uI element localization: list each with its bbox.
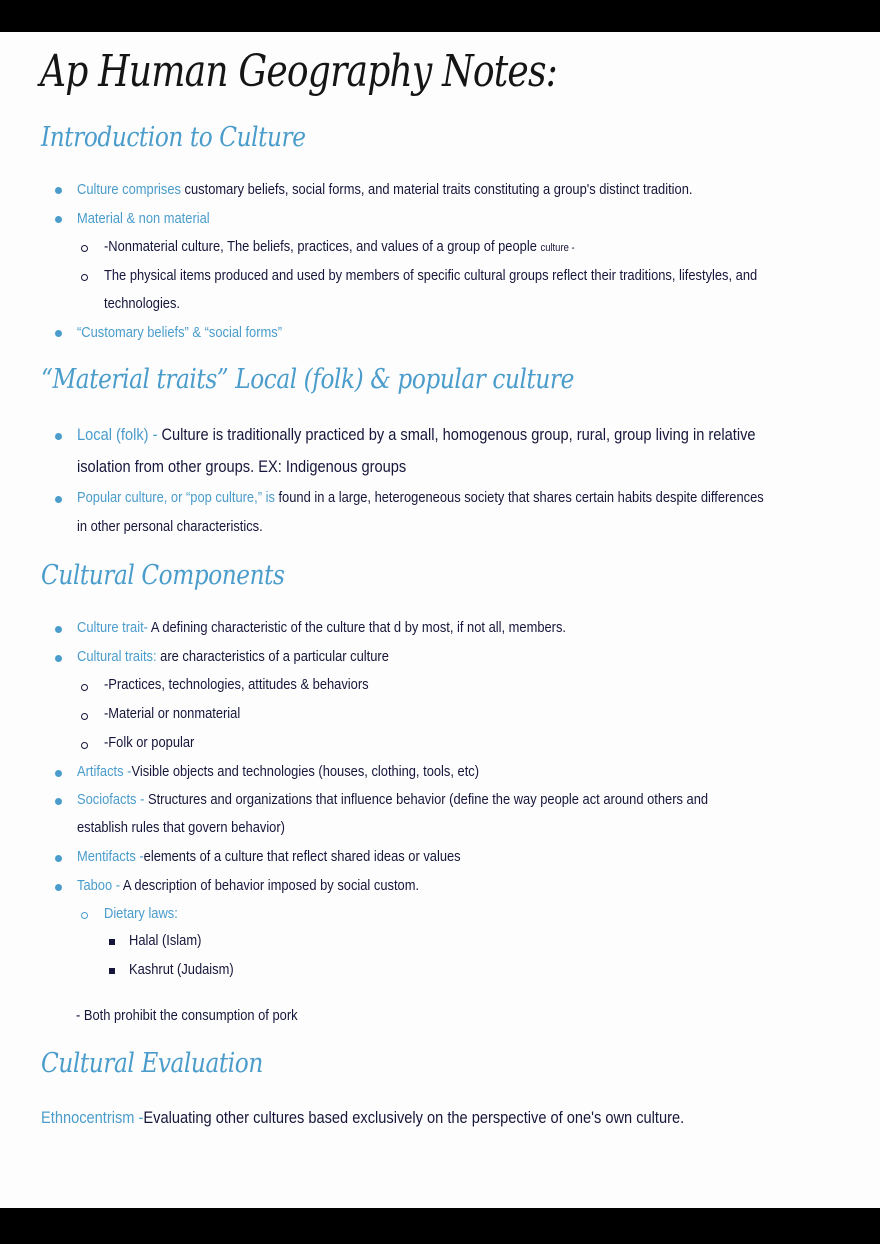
term: Artifacts - — [77, 763, 132, 780]
sub-bullet-icon — [81, 912, 88, 919]
bullet-icon — [55, 884, 62, 891]
term: Culture trait- — [77, 619, 148, 636]
sub-bullet-icon — [81, 713, 88, 720]
term: Local (folk) - — [77, 425, 162, 444]
list-item: Culture comprises customary beliefs, social forms, and material traits constituting a group's distinct tradition. — [77, 181, 693, 198]
bullet-icon — [55, 330, 62, 337]
term: Sociofacts - — [77, 791, 145, 808]
term: Ethnocentrism - — [41, 1108, 144, 1127]
square-bullet-icon — [109, 968, 115, 974]
bullet-icon — [55, 496, 62, 503]
term: Popular culture, or “pop culture,” is — [77, 489, 275, 506]
list-item-continuation: in other personal characteristics. — [77, 518, 263, 535]
term: “Customary beliefs” & “social forms” — [77, 324, 283, 341]
sub-bullet-icon — [81, 684, 88, 691]
bullet-icon — [55, 216, 62, 223]
term: Cultural traits: — [77, 648, 157, 665]
list-item-continuation: establish rules that govern behavior) — [77, 819, 285, 836]
bullet-icon — [55, 626, 62, 633]
list-item: Local (folk) - Culture is traditionally practiced by a small, homogenous group, rural, group living in relative — [77, 425, 756, 444]
notes-page — [0, 32, 880, 1208]
list-item-continuation: technologies. — [104, 295, 181, 312]
list-item: The physical items produced and used by members of specific cultural groups reflect their traditions, lifestyles, and — [104, 267, 758, 284]
bullet-icon — [55, 770, 62, 777]
square-bullet-icon — [109, 939, 115, 945]
list-item: Taboo - A description of behavior imposed by social custom. — [77, 877, 420, 894]
bullet-icon — [55, 187, 62, 194]
section-heading-material-traits: “Material traits” Local (folk) & popular culture — [41, 364, 574, 395]
term: Taboo - — [77, 877, 121, 894]
term: Material & non material — [77, 210, 210, 227]
list-item — [77, 210, 210, 227]
note-text: - Both prohibit the consumption of pork — [76, 1007, 298, 1024]
list-item: -Material or nonmaterial — [104, 705, 241, 722]
list-item: -Practices, technologies, attitudes & behaviors — [104, 676, 369, 693]
list-item: Artifacts -Visible objects and technologies (houses, clothing, tools, etc) — [77, 763, 480, 780]
list-item-continuation: isolation from other groups. EX: Indigenous groups — [77, 457, 407, 476]
sub-bullet-icon — [81, 742, 88, 749]
page-title: Ap Human Geography Notes: — [40, 46, 558, 97]
term: Culture comprises — [77, 181, 181, 198]
sub-bullet-icon — [81, 245, 88, 252]
term: Mentifacts - — [77, 848, 144, 865]
definition-ethnocentrism: Ethnocentrism -Evaluating other cultures based exclusively on the perspective of one's own culture. — [41, 1108, 685, 1127]
list-item: Sociofacts - Structures and organizations that influence behavior (define the way people act around others and — [77, 791, 709, 808]
bullet-icon — [55, 798, 62, 805]
list-item — [77, 324, 282, 341]
sub-bullet-icon — [81, 274, 88, 281]
list-item: Mentifacts -elements of a culture that reflect shared ideas or values — [77, 848, 461, 865]
bullet-icon — [55, 855, 62, 862]
list-item: Culture trait- A defining characteristic of the culture that d by most, if not all, members. — [77, 619, 567, 636]
bullet-icon — [55, 433, 62, 440]
list-item: Halal (Islam) — [129, 932, 202, 949]
list-item: Popular culture, or “pop culture,” is found in a large, heterogeneous society that shares certain habits despite differences — [77, 489, 764, 506]
bullet-icon — [55, 655, 62, 662]
list-item: -Folk or popular — [104, 734, 195, 751]
list-item-dietary-laws: Dietary laws: — [104, 905, 178, 922]
list-item: Kashrut (Judaism) — [129, 961, 234, 978]
list-item: Cultural traits: are characteristics of a particular culture — [77, 648, 389, 665]
section-heading-cultural-evaluation: Cultural Evaluation — [41, 1048, 263, 1079]
section-heading-introduction: Introduction to Culture — [41, 122, 306, 153]
top-black-bar — [0, 0, 880, 32]
section-heading-cultural-components: Cultural Components — [41, 560, 285, 591]
list-item: -Nonmaterial culture, The beliefs, practices, and values of a group of people culture - — [104, 238, 575, 255]
bottom-black-bar — [0, 1208, 880, 1244]
